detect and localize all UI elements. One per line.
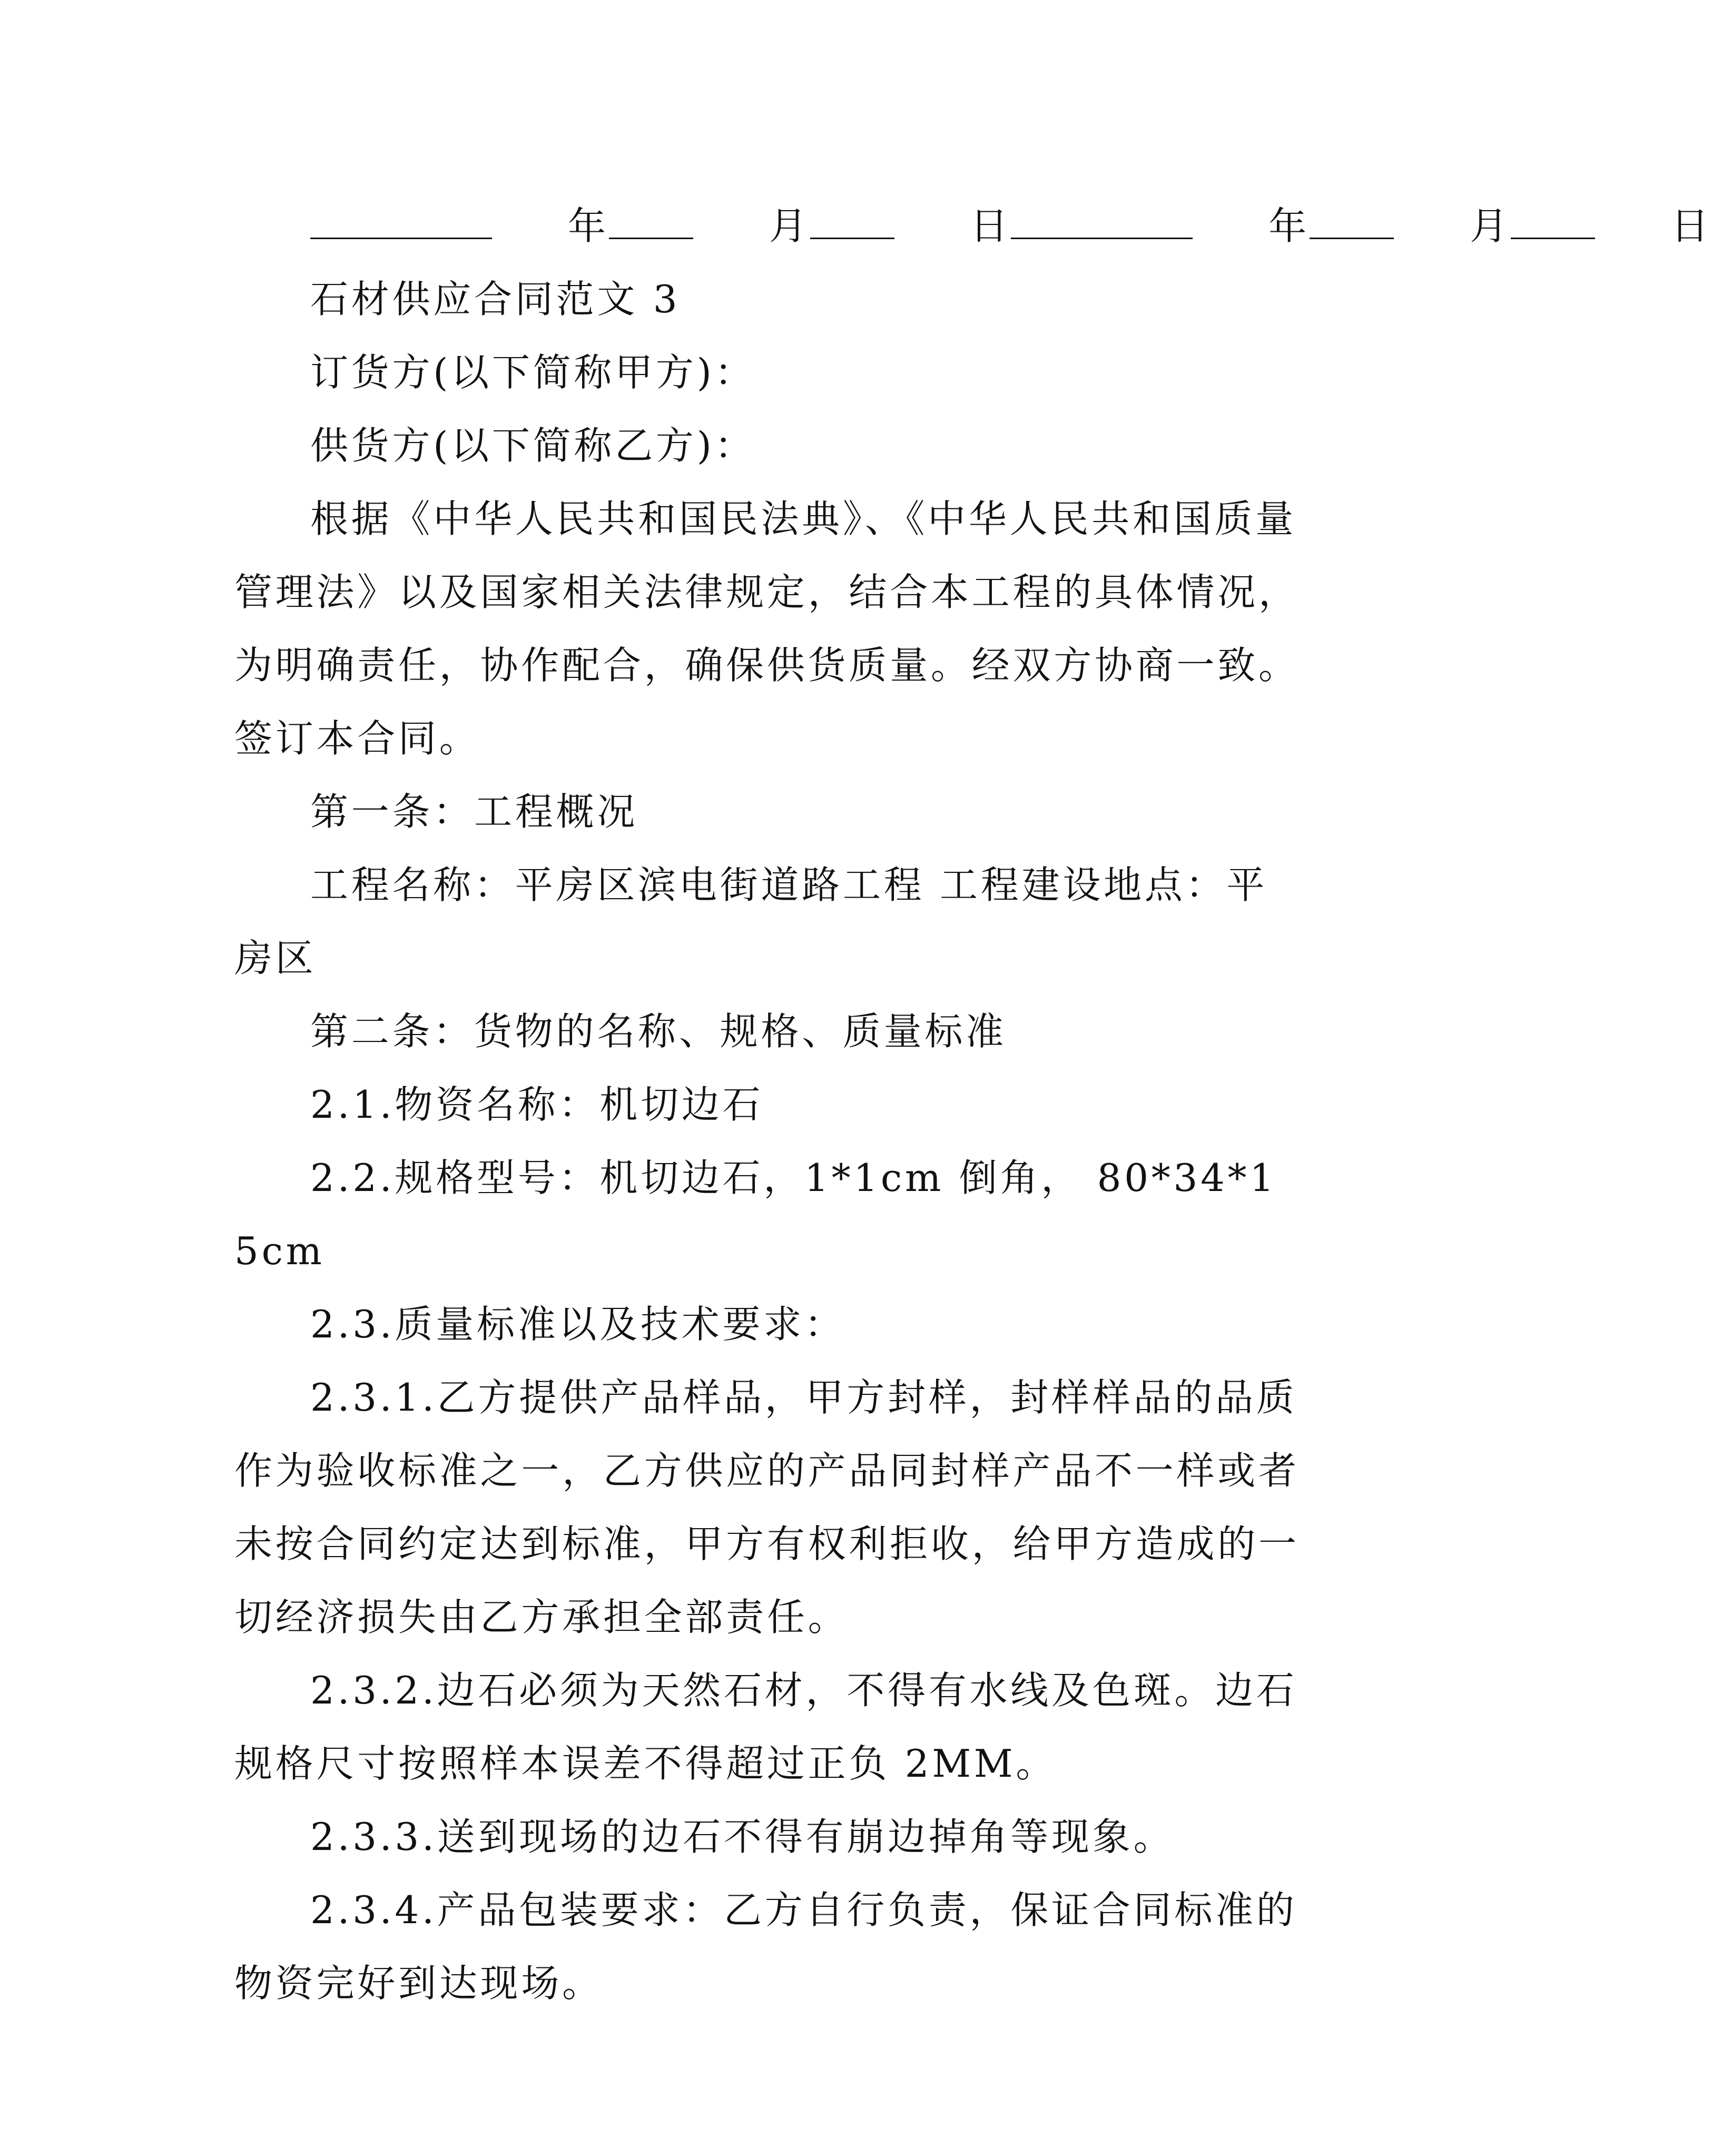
year-blank-1 xyxy=(310,204,492,239)
month-label-2: 月 xyxy=(1470,204,1511,248)
document-title: 石材供应合同范文 3 xyxy=(310,277,681,321)
document-body xyxy=(234,190,1712,2020)
preamble-paragraph: 根据《中华人民共和国民法典》、《中华人民共和国质量管理法》以及国家相关法律规定，结合本工程的具体情况，为明确责任，协作配合，确保供货质量。经双方协商一致。签订本合同。 xyxy=(234,497,1300,761)
day-blank-1 xyxy=(810,204,894,239)
clause-2-3: 2.3.质量标准以及技术要求： xyxy=(310,1302,845,1346)
clause-2-3-2: 2.3.2.边石必须为天然石材，不得有水线及色斑。边石规格尺寸按照样本误差不得超过正负 2MM。 xyxy=(234,1668,1297,1786)
clause-2-3-3: 2.3.3.送到现场的边石不得有崩边掉角等现象。 xyxy=(310,1815,1175,1859)
clause-2-3-4: 2.3.4.产品包装要求：乙方自行负责，保证合同标准的物资完好到达现场。 xyxy=(234,1888,1297,2005)
day-label-2: 日 xyxy=(1670,204,1712,248)
signature-date-line xyxy=(234,190,1712,263)
day-label-1: 日 xyxy=(970,204,1011,248)
day-blank-2 xyxy=(1511,204,1595,239)
year-label-2: 年 xyxy=(1268,204,1310,248)
supplier-party-line: 供货方(以下简称乙方)： xyxy=(310,424,756,468)
year-blank-2 xyxy=(1011,204,1193,239)
clause-2-2: 2.2.规格型号：机切边石，1*1cm 倒角， 80*34*15cm xyxy=(234,1156,1277,1273)
month-blank-1 xyxy=(609,204,693,239)
year-label-1: 年 xyxy=(568,204,609,248)
month-label-1: 月 xyxy=(769,204,810,248)
month-blank-2 xyxy=(1310,204,1394,239)
buyer-party-line: 订货方(以下简称甲方)： xyxy=(310,350,756,395)
article-1-heading: 第一条：工程概况 xyxy=(310,790,638,834)
project-info-paragraph: 工程名称：平房区滨电街道路工程 工程建设地点：平房区 xyxy=(234,863,1268,980)
article-2-heading: 第二条：货物的名称、规格、质量标准 xyxy=(310,1009,1007,1054)
clause-2-3-1: 2.3.1.乙方提供产品样品，甲方封样，封样样品的品质作为验收标准之一，乙方供应的产品同封样产品不一样或者未按合同约定达到标准，甲方有权利拒收，给甲方造成的一切经济损失由乙方承担全部责任。 xyxy=(234,1375,1300,1639)
clause-2-1: 2.1.物资名称：机切边石 xyxy=(310,1082,764,1127)
